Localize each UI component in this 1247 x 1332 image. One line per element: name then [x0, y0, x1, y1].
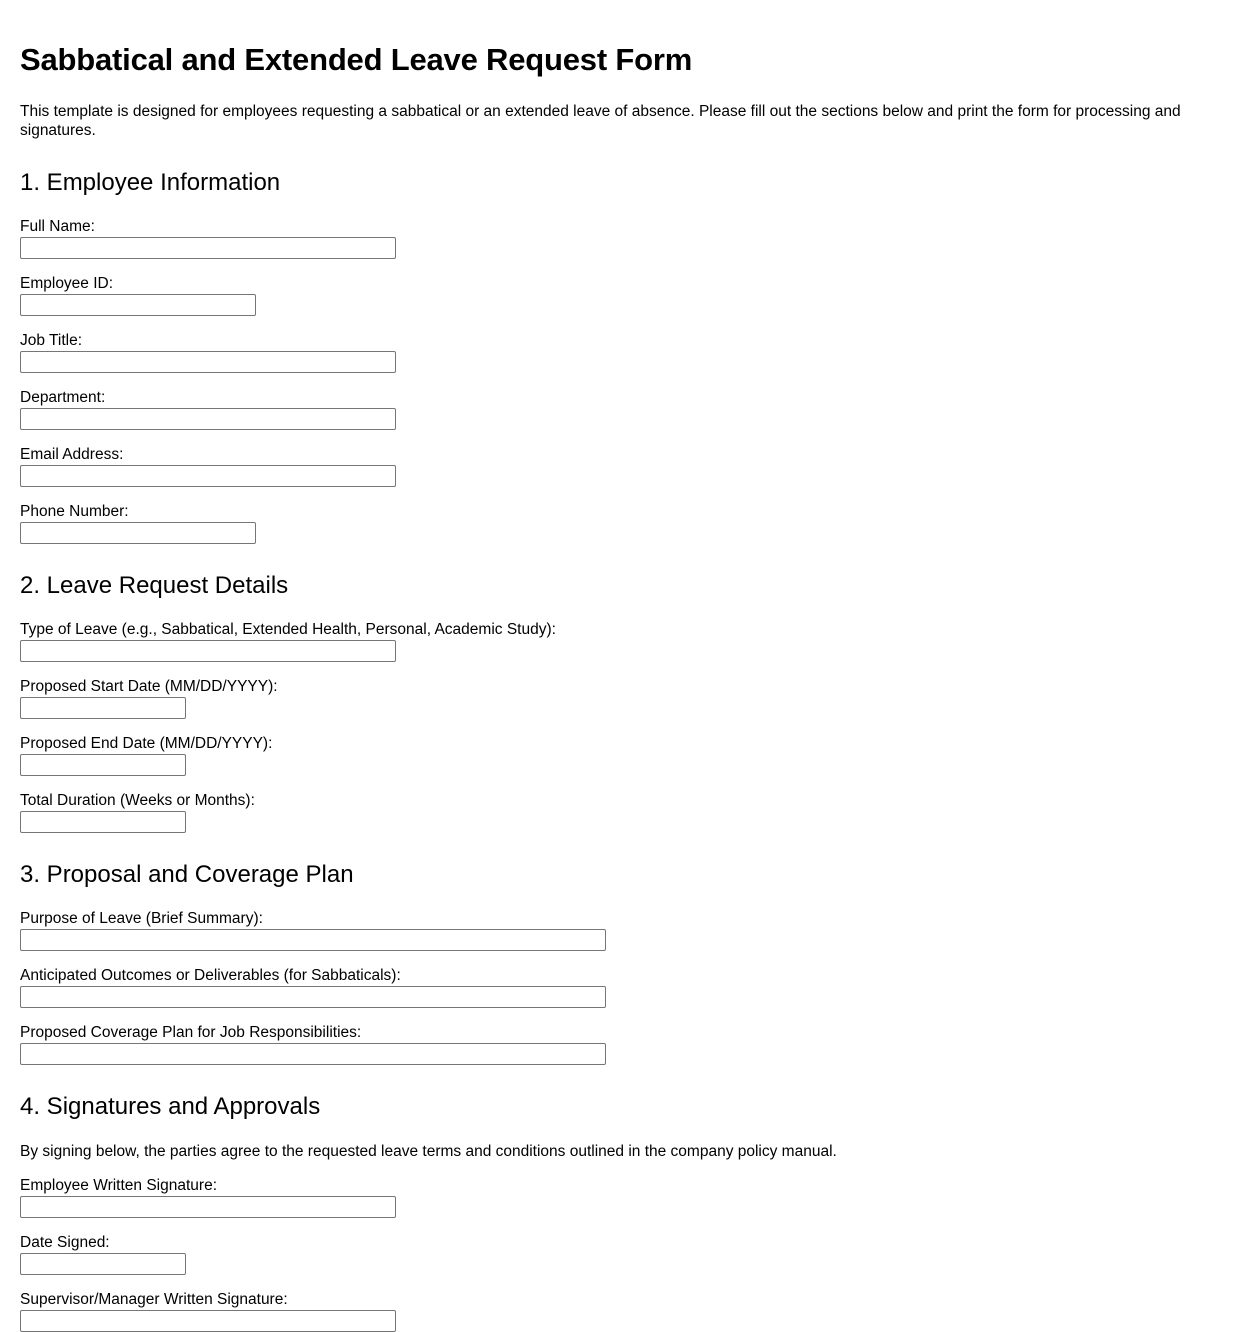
field-proposed-end-date: [20, 734, 1227, 776]
employee-signature-input[interactable]: [20, 1196, 396, 1218]
field-date-signed: [20, 1233, 1227, 1275]
field-department: [20, 388, 1227, 430]
proposed-end-date-label: Proposed End Date (MM/DD/YYYY):: [20, 735, 273, 752]
field-coverage-plan: [20, 1023, 1227, 1065]
full-name-label: Full Name:: [20, 218, 95, 235]
proposed-start-date-label: Proposed Start Date (MM/DD/YYYY):: [20, 678, 278, 695]
field-supervisor-signature: [20, 1290, 1227, 1332]
field-anticipated-outcomes: [20, 966, 1227, 1008]
type-of-leave-input[interactable]: [20, 640, 396, 662]
phone-number-label: Phone Number:: [20, 503, 129, 520]
job-title-input[interactable]: [20, 351, 396, 373]
section-employee-information: [20, 169, 1227, 544]
page-title: Sabbatical and Extended Leave Request Form: [20, 42, 693, 77]
proposed-end-date-input[interactable]: [20, 754, 186, 776]
section-proposal-and-coverage-plan: [20, 861, 1227, 1065]
coverage-plan-input[interactable]: [20, 1043, 606, 1065]
total-duration-input[interactable]: [20, 811, 186, 833]
department-input[interactable]: [20, 408, 396, 430]
date-signed-input[interactable]: [20, 1253, 186, 1275]
employee-id-input[interactable]: [20, 294, 256, 316]
field-employee-id: [20, 274, 1227, 316]
section-title: 1. Employee Information: [20, 169, 281, 196]
type-of-leave-label: Type of Leave (e.g., Sabbatical, Extended Health, Personal, Academic Study):: [20, 621, 556, 638]
employee-signature-label: Employee Written Signature:: [20, 1177, 218, 1194]
field-job-title: [20, 331, 1227, 373]
anticipated-outcomes-input[interactable]: [20, 986, 606, 1008]
signatures-note: By signing below, the parties agree to the requested leave terms and conditions outlined in the company policy manual.: [20, 1143, 837, 1160]
field-purpose-of-leave: [20, 909, 1227, 951]
section-title: 3. Proposal and Coverage Plan: [20, 861, 354, 888]
form-intro: This template is designed for employees requesting a sabbatical or an extended leave of absence. Please fill out the sections below and print the form for processing and signatures.: [20, 103, 1181, 139]
section-leave-request-details: [20, 572, 1227, 833]
coverage-plan-label: Proposed Coverage Plan for Job Responsibilities:: [20, 1024, 362, 1041]
purpose-of-leave-input[interactable]: [20, 929, 606, 951]
field-total-duration: [20, 791, 1227, 833]
email-address-input[interactable]: [20, 465, 396, 487]
section-signatures-and-approvals: [20, 1093, 1227, 1332]
field-phone-number: [20, 502, 1227, 544]
total-duration-label: Total Duration (Weeks or Months):: [20, 792, 255, 809]
supervisor-signature-input[interactable]: [20, 1310, 396, 1332]
employee-id-label: Employee ID:: [20, 275, 114, 292]
email-address-label: Email Address:: [20, 446, 124, 463]
full-name-input[interactable]: [20, 237, 396, 259]
purpose-of-leave-label: Purpose of Leave (Brief Summary):: [20, 910, 263, 927]
supervisor-signature-label: Supervisor/Manager Written Signature:: [20, 1291, 288, 1308]
field-employee-signature: [20, 1176, 1227, 1218]
anticipated-outcomes-label: Anticipated Outcomes or Deliverables (for Sabbaticals):: [20, 967, 401, 984]
field-type-of-leave: [20, 620, 1227, 662]
section-title: 2. Leave Request Details: [20, 572, 289, 599]
field-proposed-start-date: [20, 677, 1227, 719]
proposed-start-date-input[interactable]: [20, 697, 186, 719]
field-email-address: [20, 445, 1227, 487]
phone-number-input[interactable]: [20, 522, 256, 544]
section-title: 4. Signatures and Approvals: [20, 1093, 321, 1120]
job-title-label: Job Title:: [20, 332, 83, 349]
date-signed-label: Date Signed:: [20, 1234, 110, 1251]
department-label: Department:: [20, 389, 106, 406]
field-full-name: [20, 217, 1227, 259]
